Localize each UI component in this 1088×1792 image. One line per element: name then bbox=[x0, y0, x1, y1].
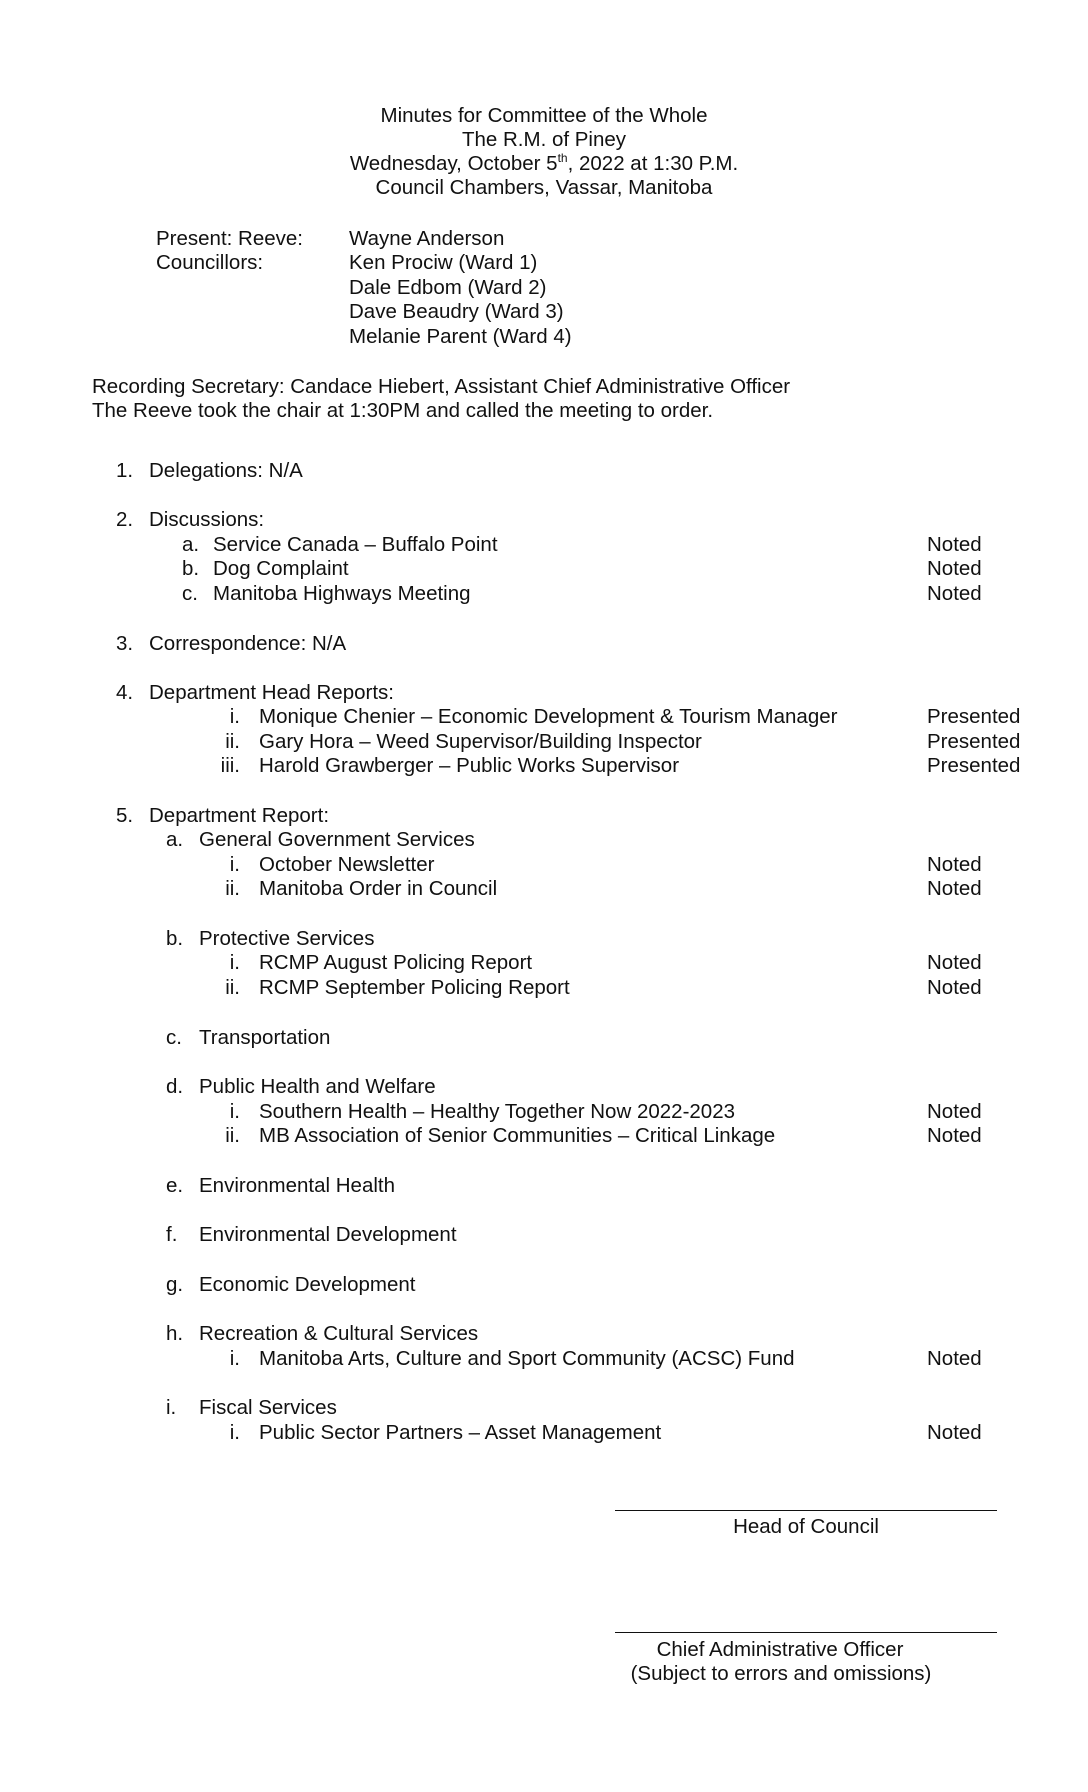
item-status: Noted bbox=[927, 582, 982, 605]
item-status: Noted bbox=[927, 877, 982, 900]
subsection-marker: h. bbox=[166, 1322, 184, 1345]
minutes-title: Minutes for Committee of the Whole bbox=[380, 104, 708, 127]
item-marker: ii. bbox=[225, 1124, 240, 1147]
item-status: Presented bbox=[927, 730, 1021, 753]
report-item: October Newsletter bbox=[259, 853, 435, 876]
cao-label: Chief Administrative Officer bbox=[656, 1638, 904, 1661]
meeting-location: Council Chambers, Vassar, Manitoba bbox=[375, 176, 713, 199]
item-status: Presented bbox=[927, 754, 1021, 777]
report-item: Southern Health – Healthy Together Now 2022-2023 bbox=[259, 1100, 735, 1123]
item-marker: iii. bbox=[220, 754, 240, 777]
councillor-name: Melanie Parent (Ward 4) bbox=[349, 325, 572, 348]
subsection-heading: Environmental Development bbox=[199, 1223, 457, 1246]
section-number: 4. bbox=[116, 681, 134, 704]
head-of-council-label: Head of Council bbox=[733, 1515, 879, 1538]
item-marker: i. bbox=[229, 1100, 240, 1123]
recording-secretary: Recording Secretary: Candace Hiebert, Assistant Chief Administrative Officer bbox=[92, 375, 791, 398]
subsection-heading: Economic Development bbox=[199, 1273, 416, 1296]
subsection-heading: Fiscal Services bbox=[199, 1396, 337, 1419]
item-status: Noted bbox=[927, 1347, 982, 1370]
delegations-heading: Delegations: N/A bbox=[149, 459, 303, 482]
discussion-item: Dog Complaint bbox=[213, 557, 349, 580]
report-item: RCMP September Policing Report bbox=[259, 976, 570, 999]
item-marker: i. bbox=[229, 705, 240, 728]
item-status: Noted bbox=[927, 976, 982, 999]
section-number: 5. bbox=[116, 804, 134, 827]
subsection-heading: Recreation & Cultural Services bbox=[199, 1322, 479, 1345]
item-status: Noted bbox=[927, 1100, 982, 1123]
municipality-name: The R.M. of Piney bbox=[461, 128, 627, 151]
item-status: Noted bbox=[927, 853, 982, 876]
subsection-marker: c. bbox=[166, 1026, 182, 1049]
item-marker: i. bbox=[229, 951, 240, 974]
subsection-heading: Protective Services bbox=[199, 927, 375, 950]
report-item: Public Sector Partners – Asset Management bbox=[259, 1421, 662, 1444]
item-marker: ii. bbox=[225, 730, 240, 753]
councillor-name: Ken Prociw (Ward 1) bbox=[349, 251, 538, 274]
report-item: Monique Chenier – Economic Development & Tourism Manager bbox=[259, 705, 838, 728]
section-number: 1. bbox=[116, 459, 134, 482]
subsection-marker: g. bbox=[166, 1273, 184, 1296]
item-status: Noted bbox=[927, 1421, 982, 1444]
item-marker: i. bbox=[229, 853, 240, 876]
department-head-reports-heading: Department Head Reports: bbox=[149, 681, 394, 704]
subsection-heading: Environmental Health bbox=[199, 1174, 395, 1197]
subsection-heading: General Government Services bbox=[199, 828, 475, 851]
discussion-item: Service Canada – Buffalo Point bbox=[213, 533, 498, 556]
correspondence-heading: Correspondence: N/A bbox=[149, 632, 347, 655]
councillor-name: Dave Beaudry (Ward 3) bbox=[349, 300, 564, 323]
report-item: RCMP August Policing Report bbox=[259, 951, 533, 974]
errors-omissions-note: (Subject to errors and omissions) bbox=[630, 1662, 932, 1685]
item-marker: a. bbox=[182, 533, 200, 556]
item-status: Noted bbox=[927, 533, 982, 556]
subsection-marker: f. bbox=[166, 1223, 178, 1246]
discussions-heading: Discussions: bbox=[149, 508, 265, 531]
item-marker: ii. bbox=[225, 976, 240, 999]
councillor-name: Dale Edbom (Ward 2) bbox=[349, 276, 547, 299]
report-item: Gary Hora – Weed Supervisor/Building Inspector bbox=[259, 730, 702, 753]
subsection-heading: Transportation bbox=[199, 1026, 331, 1049]
item-status: Presented bbox=[927, 705, 1021, 728]
chair-statement: The Reeve took the chair at 1:30PM and called the meeting to order. bbox=[92, 399, 714, 422]
signature-line bbox=[615, 1510, 997, 1511]
item-status: Noted bbox=[927, 557, 982, 580]
reeve-label: Present: Reeve: bbox=[156, 227, 303, 250]
department-report-heading: Department Report: bbox=[149, 804, 330, 827]
section-number: 2. bbox=[116, 508, 134, 531]
signature-line bbox=[615, 1632, 997, 1633]
reeve-name: Wayne Anderson bbox=[349, 227, 505, 250]
subsection-marker: e. bbox=[166, 1174, 184, 1197]
councillors-label: Councillors: bbox=[156, 251, 264, 274]
report-item: Harold Grawberger – Public Works Supervisor bbox=[259, 754, 680, 777]
report-item: MB Association of Senior Communities – Critical Linkage bbox=[259, 1124, 776, 1147]
subsection-marker: d. bbox=[166, 1075, 184, 1098]
item-marker: ii. bbox=[225, 877, 240, 900]
subsection-marker: b. bbox=[166, 927, 184, 950]
section-number: 3. bbox=[116, 632, 134, 655]
item-status: Noted bbox=[927, 951, 982, 974]
report-item: Manitoba Order in Council bbox=[259, 877, 498, 900]
item-marker: i. bbox=[229, 1421, 240, 1444]
discussion-item: Manitoba Highways Meeting bbox=[213, 582, 471, 605]
item-marker: c. bbox=[182, 582, 198, 605]
subsection-marker: i. bbox=[166, 1396, 177, 1419]
meeting-date: Wednesday, October 5th, 2022 at 1:30 P.M. bbox=[349, 151, 739, 175]
report-item: Manitoba Arts, Culture and Sport Community (ACSC) Fund bbox=[259, 1347, 795, 1370]
subsection-heading: Public Health and Welfare bbox=[199, 1075, 436, 1098]
subsection-marker: a. bbox=[166, 828, 184, 851]
item-marker: b. bbox=[182, 557, 200, 580]
item-marker: i. bbox=[229, 1347, 240, 1370]
item-status: Noted bbox=[927, 1124, 982, 1147]
